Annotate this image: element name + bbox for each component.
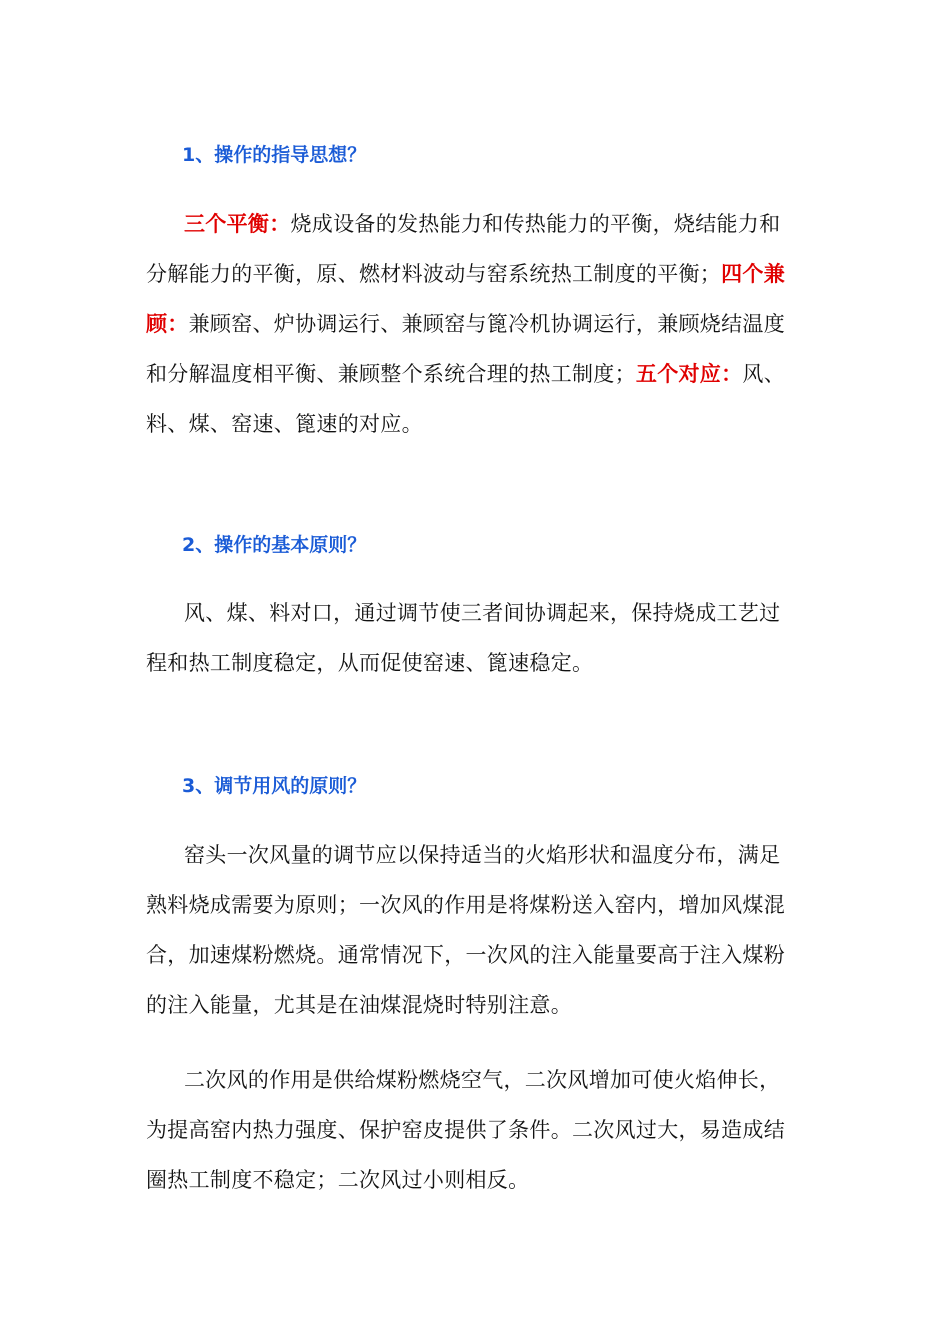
- section-1-text-1: 烧成设备的发热能力和传热能力的平衡，烧结能力和分解能力的平衡，原、燃材料波动与窑系统热工制度的平衡；: [146, 212, 781, 286]
- section-1-heading: 1、操作的指导思想？: [182, 144, 367, 166]
- emphasis-four-considerations: 四个兼顾：: [146, 261, 786, 336]
- section-1-body: [146, 199, 796, 449]
- section-1-text-3: 风、料、煤、窑速、篦速的对应。: [146, 362, 786, 436]
- section-2-body: 风、煤、料对口，通过调节使三者间协调起来，保持烧成工艺过程和热工制度稳定，从而促使窑速、篦速稳定。: [146, 601, 781, 675]
- section-3-paragraph-2: 二次风的作用是供给煤粉燃烧空气，二次风增加可使火焰伸长，为提高窑内热力强度、保护窑皮提供了条件。二次风过大，易造成结圈热工制度不稳定；二次风过小则相反。: [146, 1068, 785, 1192]
- emphasis-five-correspondences: 五个对应：: [635, 361, 743, 386]
- emphasis-three-balances: 三个平衡：: [184, 211, 291, 236]
- section-2-heading: 2、操作的基本原则？: [182, 534, 367, 556]
- section-3-heading: 3、调节用风的原则？: [182, 775, 367, 797]
- section-1-text-2: 兼顾窑、炉协调运行、兼顾窑与篦冷机协调运行，兼顾烧结温度和分解温度相平衡、兼顾整个系统合理的热工制度；: [146, 312, 786, 386]
- section-3-paragraph-1: 窑头一次风量的调节应以保持适当的火焰形状和温度分布，满足熟料烧成需要为原则；一次风的作用是将煤粉送入窑内，增加风煤混合，加速煤粉燃烧。通常情况下，一次风的注入能量要高于注入煤粉的注入能量，尤其是在油煤混烧时特别注意。: [146, 843, 785, 1017]
